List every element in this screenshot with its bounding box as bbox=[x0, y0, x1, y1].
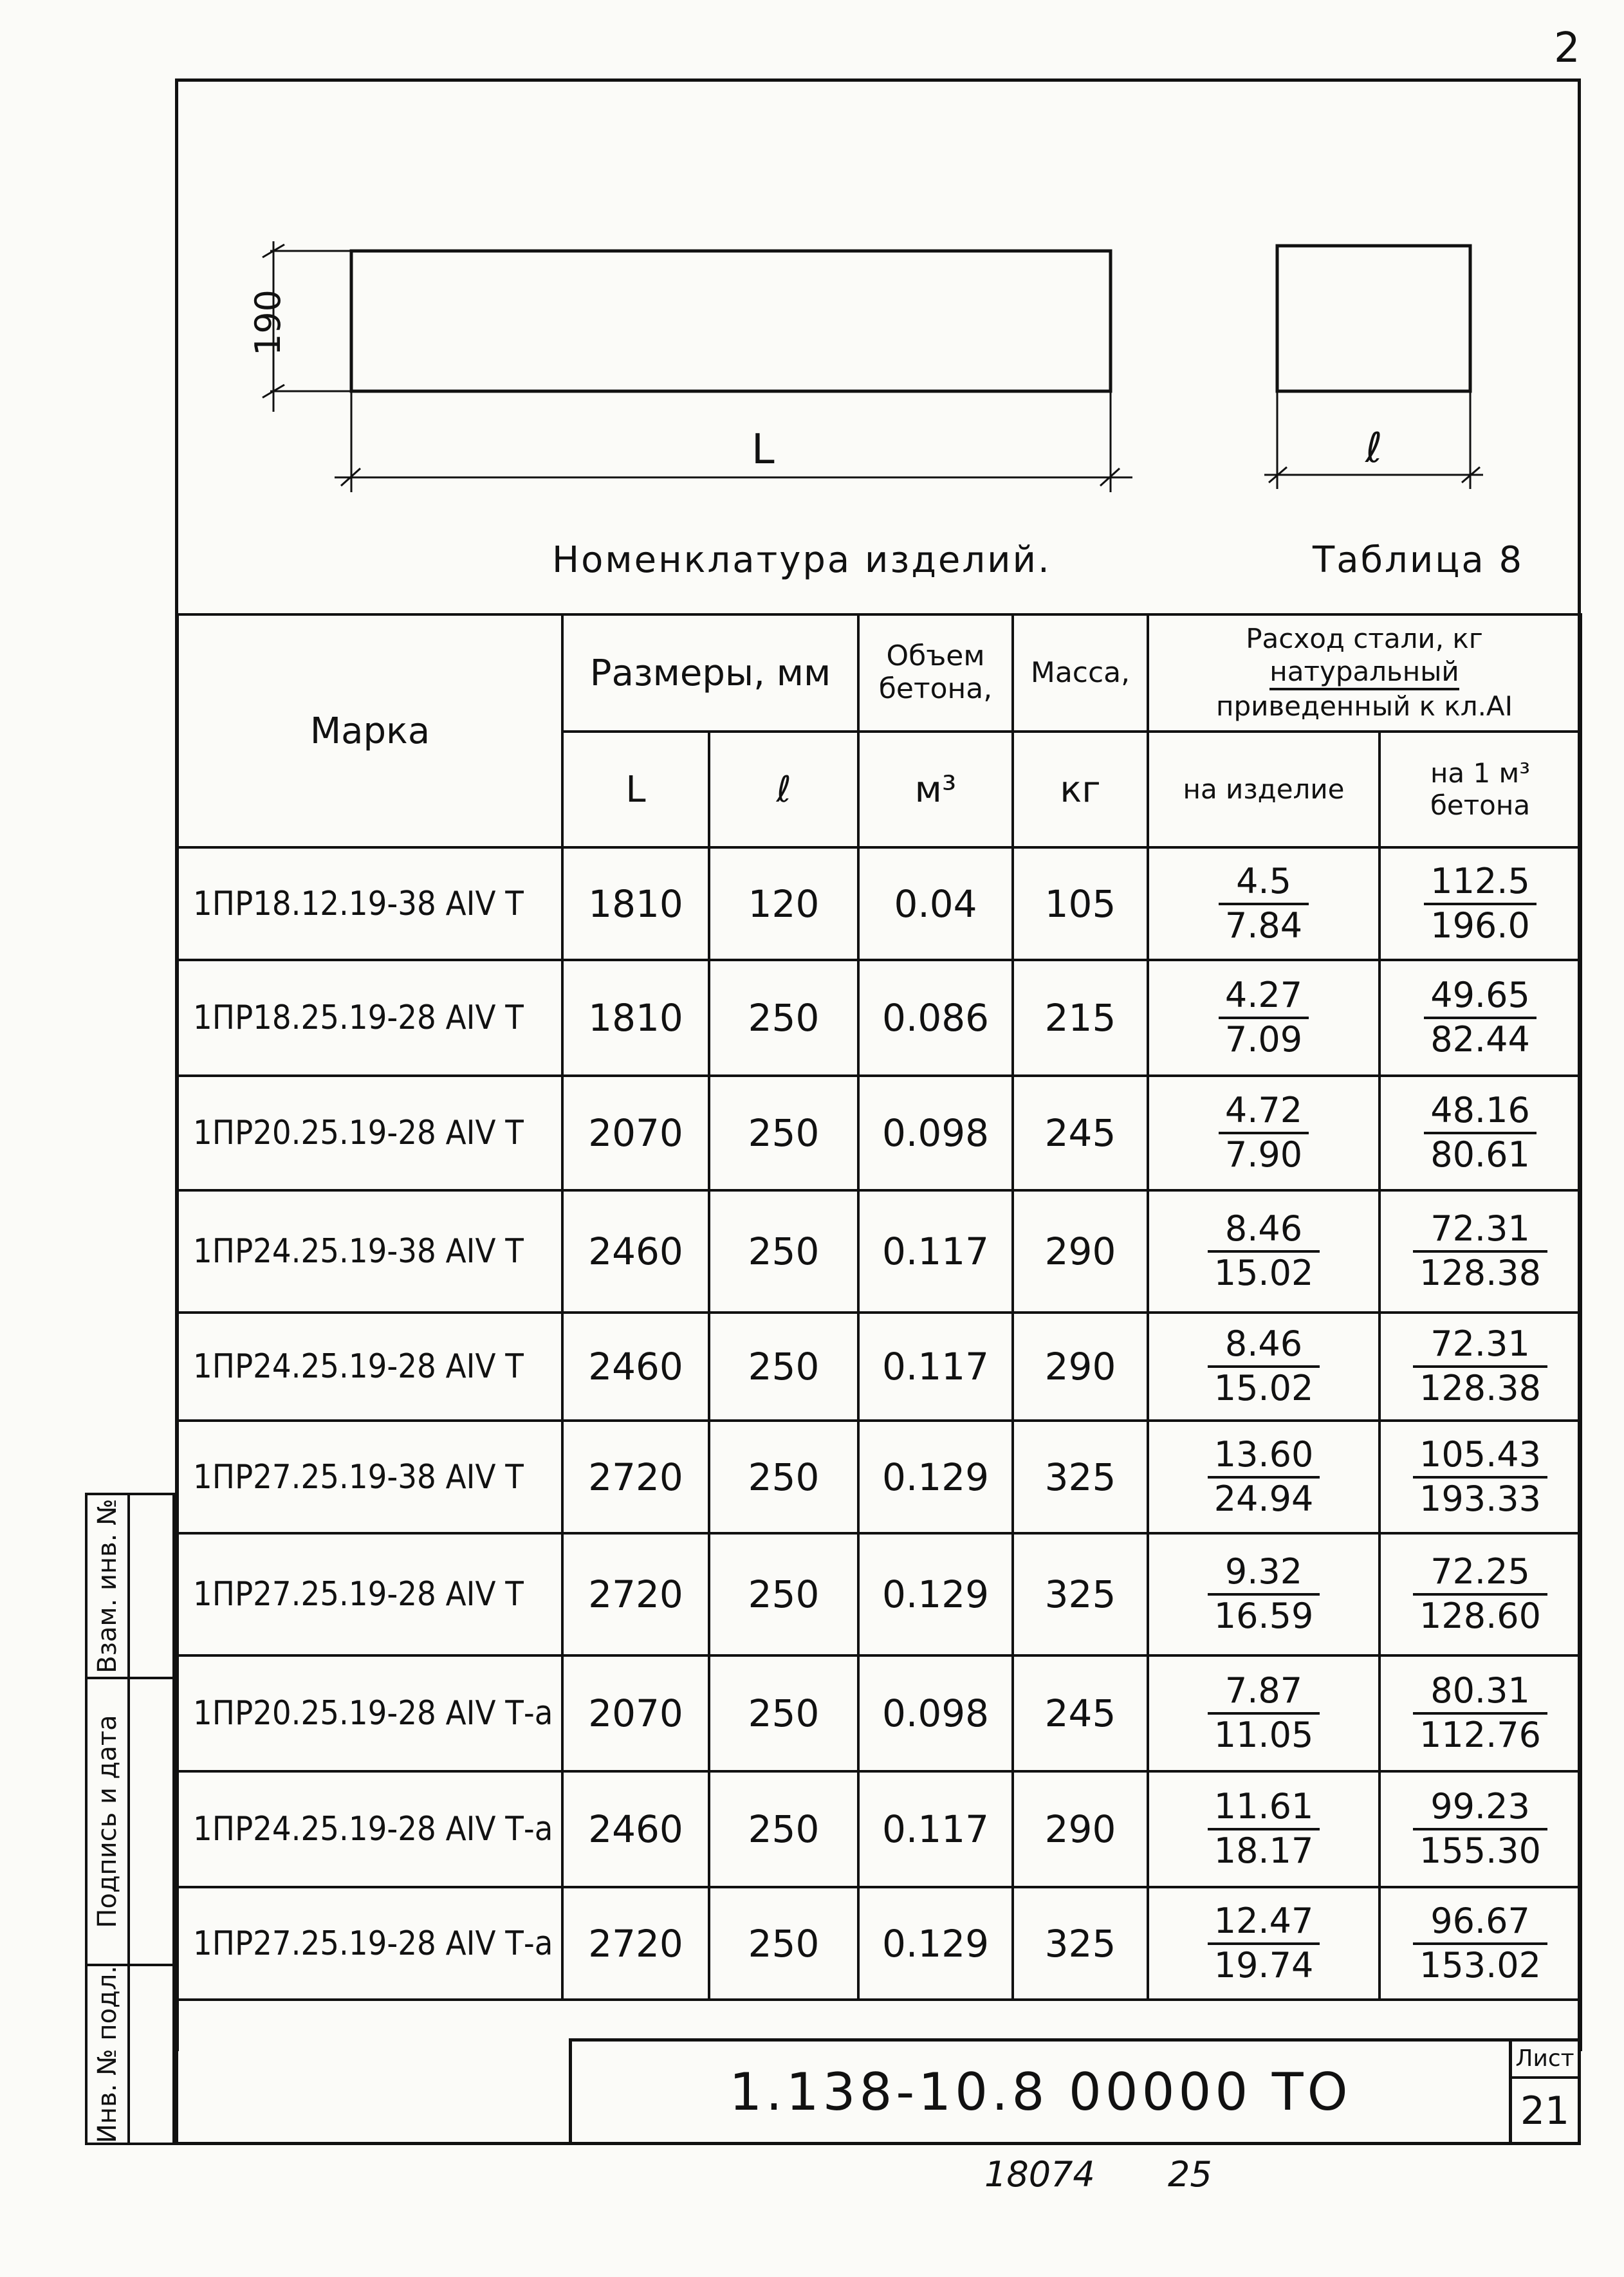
length-cell: 2070 bbox=[562, 1076, 709, 1190]
mark-cell: 1ПР27.25.19-28 АIV Т-а bbox=[178, 1887, 562, 2000]
sign-date-cell: Подпись и дата bbox=[85, 1677, 130, 1966]
mark-cell: 1ПР18.25.19-28 АIV Т bbox=[178, 960, 562, 1076]
col-header-b: ℓ bbox=[709, 732, 858, 847]
mass-cell: 245 bbox=[1013, 1076, 1148, 1190]
volume-cell: 0.098 bbox=[858, 1655, 1013, 1771]
reduced-value: 15.02 bbox=[1213, 1368, 1314, 1408]
steel-per-m3-cell bbox=[1379, 847, 1581, 960]
table-row bbox=[178, 960, 1581, 1076]
steel-per-m3-cell bbox=[1379, 960, 1581, 1076]
mass-cell: 325 bbox=[1013, 1887, 1148, 2000]
natural-value: 96.67 bbox=[1413, 1903, 1547, 1945]
page-title: Номенклатура изделий. bbox=[552, 539, 1051, 581]
reduced-value: 155.30 bbox=[1419, 1830, 1541, 1871]
natural-value: 7.87 bbox=[1208, 1673, 1320, 1715]
volume-cell: 0.129 bbox=[858, 1421, 1013, 1533]
mass-cell: 290 bbox=[1013, 1771, 1148, 1887]
height-dimension: 190 bbox=[248, 289, 289, 356]
sheet-box bbox=[1509, 2038, 1581, 2145]
natural-value: 4.72 bbox=[1219, 1092, 1309, 1134]
natural-value: 99.23 bbox=[1413, 1789, 1547, 1830]
mark-cell: 1ПР24.25.19-28 АIV Т bbox=[178, 1313, 562, 1421]
steel-per-m3-cell bbox=[1379, 1887, 1581, 2000]
steel-per-m3-cell bbox=[1379, 1190, 1581, 1313]
natural-value: 72.31 bbox=[1413, 1326, 1547, 1368]
steel-per-item-cell bbox=[1148, 1655, 1379, 1771]
reduced-value: 128.38 bbox=[1419, 1368, 1541, 1408]
reduced-value: 7.84 bbox=[1224, 905, 1303, 946]
beam-side-view bbox=[351, 251, 1111, 391]
reduced-value: 24.94 bbox=[1213, 1478, 1314, 1519]
reduced-value: 82.44 bbox=[1430, 1019, 1530, 1060]
table-row bbox=[178, 1655, 1581, 1771]
length-cell: 2460 bbox=[562, 1771, 709, 1887]
mark-cell: 1ПР24.25.19-28 АIV Т-а bbox=[178, 1771, 562, 1887]
length-cell: 2720 bbox=[562, 1887, 709, 2000]
steel-per-item-cell bbox=[1148, 1887, 1379, 2000]
table-label: Таблица 8 bbox=[1313, 539, 1524, 581]
col-header-L: L bbox=[562, 732, 709, 847]
inv-orig-cell: Инв. № подл. bbox=[85, 1964, 130, 2145]
mass-cell: 290 bbox=[1013, 1190, 1148, 1313]
mark-cell: 1ПР27.25.19-28 АIV Т bbox=[178, 1533, 562, 1655]
table-row bbox=[178, 1313, 1581, 1421]
reduced-value: 18.17 bbox=[1213, 1830, 1314, 1871]
steel-per-item-cell bbox=[1148, 1190, 1379, 1313]
beam-section-view bbox=[1277, 246, 1470, 391]
replace-inv-cell: Взам. инв. № bbox=[85, 1493, 130, 1679]
reduced-value: 128.60 bbox=[1419, 1596, 1541, 1636]
reduced-value: 153.02 bbox=[1419, 1944, 1541, 1986]
table-row bbox=[178, 847, 1581, 960]
natural-value: 13.60 bbox=[1208, 1437, 1320, 1479]
natural-value: 105.43 bbox=[1413, 1437, 1547, 1479]
mark-cell: 1ПР18.12.19-38 АIV Т bbox=[178, 847, 562, 960]
reduced-value: 16.59 bbox=[1213, 1596, 1314, 1636]
volume-cell: 0.098 bbox=[858, 1076, 1013, 1190]
reduced-value: 7.09 bbox=[1224, 1019, 1303, 1060]
sheet-label: Лист bbox=[1512, 2042, 1578, 2079]
volume-cell: 0.117 bbox=[858, 1190, 1013, 1313]
mark-cell: 1ПР24.25.19-38 АIV Т bbox=[178, 1190, 562, 1313]
steel-per-m3-cell bbox=[1379, 1076, 1581, 1190]
width-cell: 250 bbox=[709, 1421, 858, 1533]
table-row bbox=[178, 1771, 1581, 1887]
width-cell: 250 bbox=[709, 1887, 858, 2000]
mass-cell: 325 bbox=[1013, 1533, 1148, 1655]
col-header-volume-unit: м³ bbox=[858, 732, 1013, 847]
steel-per-item-cell bbox=[1148, 847, 1379, 960]
mark-cell: 1ПР20.25.19-28 АIV Т-а bbox=[178, 1655, 562, 1771]
document-code: 1.138-10.8 00000 ТО bbox=[569, 2038, 1512, 2145]
steel-per-item-cell bbox=[1148, 1313, 1379, 1421]
sheet-number: 21 bbox=[1520, 2088, 1570, 2134]
reduced-value: 19.74 bbox=[1213, 1944, 1314, 1986]
col-header-mass-unit: кг bbox=[1013, 732, 1148, 847]
volume-cell: 0.129 bbox=[858, 1533, 1013, 1655]
reduced-value: 80.61 bbox=[1430, 1134, 1530, 1175]
width-cell: 250 bbox=[709, 1533, 858, 1655]
length-dimension: L bbox=[752, 426, 775, 474]
archive-number: 18074 bbox=[984, 2154, 1095, 2195]
natural-value: 48.16 bbox=[1424, 1092, 1536, 1134]
natural-value: 72.31 bbox=[1413, 1211, 1547, 1253]
length-cell: 2460 bbox=[562, 1313, 709, 1421]
steel-per-item-cell bbox=[1148, 960, 1379, 1076]
reduced-value: 7.90 bbox=[1224, 1134, 1303, 1175]
reduced-value: 128.38 bbox=[1419, 1253, 1541, 1293]
nomenclature-table bbox=[176, 613, 1582, 2051]
table-row bbox=[178, 1421, 1581, 1533]
length-cell: 2460 bbox=[562, 1190, 709, 1313]
reduced-value: 196.0 bbox=[1430, 905, 1530, 946]
steel-per-item-cell bbox=[1148, 1771, 1379, 1887]
length-cell: 2720 bbox=[562, 1421, 709, 1533]
mass-cell: 215 bbox=[1013, 960, 1148, 1076]
reduced-value: 193.33 bbox=[1419, 1478, 1541, 1519]
volume-cell: 0.129 bbox=[858, 1887, 1013, 2000]
reduced-value: 112.76 bbox=[1419, 1715, 1541, 1755]
sheet-count: 25 bbox=[1168, 2154, 1212, 2195]
col-header-mark: Марка bbox=[178, 614, 562, 847]
length-cell: 2070 bbox=[562, 1655, 709, 1771]
length-cell: 1810 bbox=[562, 847, 709, 960]
col-header-mass: Масса, bbox=[1013, 614, 1148, 732]
width-cell: 250 bbox=[709, 1076, 858, 1190]
corner-number: 2 bbox=[1554, 24, 1580, 72]
col-header-per-m3: на 1 м³ бетона bbox=[1379, 732, 1581, 847]
table-row bbox=[178, 1190, 1581, 1313]
steel-per-m3-cell bbox=[1379, 1655, 1581, 1771]
steel-per-m3-cell bbox=[1379, 1771, 1581, 1887]
natural-value: 8.46 bbox=[1208, 1211, 1320, 1253]
beam-drawing bbox=[0, 0, 1624, 618]
natural-value: 4.27 bbox=[1219, 977, 1309, 1019]
volume-cell: 0.117 bbox=[858, 1771, 1013, 1887]
reduced-value: 15.02 bbox=[1213, 1253, 1314, 1293]
table-row bbox=[178, 1076, 1581, 1190]
steel-per-m3-cell bbox=[1379, 1533, 1581, 1655]
volume-cell: 0.04 bbox=[858, 847, 1013, 960]
table-row bbox=[178, 1533, 1581, 1655]
col-header-steel: Расход стали, кг натуральный приведенный к кл.АI bbox=[1148, 614, 1581, 732]
width-dimension: ℓ bbox=[1365, 425, 1383, 472]
col-header-dims: Размеры, мм bbox=[562, 614, 858, 732]
width-cell: 250 bbox=[709, 1190, 858, 1313]
mark-cell: 1ПР20.25.19-28 АIV Т bbox=[178, 1076, 562, 1190]
steel-per-m3-cell bbox=[1379, 1313, 1581, 1421]
steel-per-item-cell bbox=[1148, 1076, 1379, 1190]
steel-per-item-cell bbox=[1148, 1421, 1379, 1533]
natural-value: 12.47 bbox=[1208, 1903, 1320, 1945]
width-cell: 120 bbox=[709, 847, 858, 960]
natural-value: 4.5 bbox=[1219, 863, 1309, 905]
volume-cell: 0.117 bbox=[858, 1313, 1013, 1421]
reduced-value: 11.05 bbox=[1213, 1715, 1314, 1755]
mass-cell: 105 bbox=[1013, 847, 1148, 960]
width-cell: 250 bbox=[709, 1313, 858, 1421]
width-cell: 250 bbox=[709, 1771, 858, 1887]
width-cell: 250 bbox=[709, 1655, 858, 1771]
length-cell: 2720 bbox=[562, 1533, 709, 1655]
mass-cell: 245 bbox=[1013, 1655, 1148, 1771]
volume-cell: 0.086 bbox=[858, 960, 1013, 1076]
natural-value: 9.32 bbox=[1208, 1554, 1320, 1596]
steel-per-m3-cell bbox=[1379, 1421, 1581, 1533]
col-header-per-item: на изделие bbox=[1148, 732, 1379, 847]
natural-value: 8.46 bbox=[1208, 1326, 1320, 1368]
natural-value: 11.61 bbox=[1208, 1789, 1320, 1830]
length-cell: 1810 bbox=[562, 960, 709, 1076]
side-strip bbox=[85, 1493, 175, 2145]
col-header-volume: Объем бетона, bbox=[858, 614, 1013, 732]
natural-value: 80.31 bbox=[1413, 1673, 1547, 1715]
steel-per-item-cell bbox=[1148, 1533, 1379, 1655]
mark-cell: 1ПР27.25.19-38 АIV Т bbox=[178, 1421, 562, 1533]
mass-cell: 325 bbox=[1013, 1421, 1148, 1533]
mass-cell: 290 bbox=[1013, 1313, 1148, 1421]
natural-value: 112.5 bbox=[1424, 863, 1536, 905]
table-row bbox=[178, 1887, 1581, 2000]
natural-value: 72.25 bbox=[1413, 1554, 1547, 1596]
width-cell: 250 bbox=[709, 960, 858, 1076]
natural-value: 49.65 bbox=[1424, 977, 1536, 1019]
